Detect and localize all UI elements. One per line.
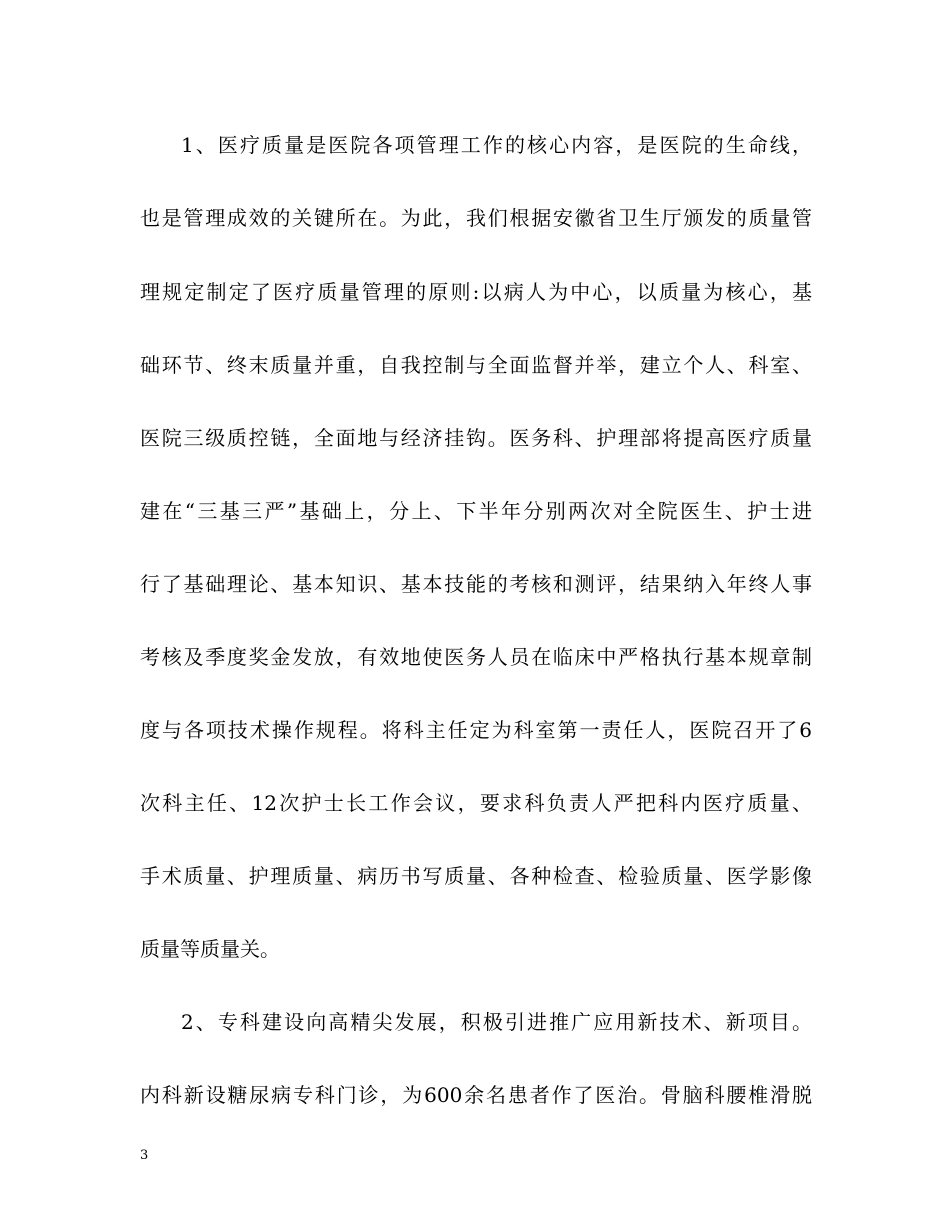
paragraph-1-line-7: 行了基础理论、基本知识、基本技能的考核和测评，结果纳入年终人事 [140, 572, 812, 596]
paragraph-1-line-6: 建在“三基三严”基础上，分上、下半年分别两次对全院医生、护士进 [140, 499, 812, 523]
paragraph-1-line-1: 1、医疗质量是医院各项管理工作的核心内容，是医院的生命线， [181, 133, 812, 157]
paragraph-1-line-5: 医院三级质控链，全面地与经济挂钩。医务科、护理部将提高医疗质量 [140, 426, 812, 450]
paragraph-1-line-12: 质量等质量关。 [140, 937, 280, 961]
paragraph-1-line-8: 考核及季度奖金发放，有效地使医务人员在临床中严格执行基本规章制 [140, 645, 812, 669]
paragraph-1-line-2: 也是管理成效的关键所在。为此，我们根据安徽省卫生厅颁发的质量管 [140, 206, 812, 230]
page-number: 3 [140, 1148, 149, 1163]
paragraph-2-line-2: 内科新设糖尿病专科门诊，为600余名患者作了医治。骨脑科腰椎滑脱 [140, 1083, 812, 1107]
paragraph-1-line-10: 次科主任、12次护士长工作会议，要求科负责人严把科内医疗质量、 [140, 791, 812, 815]
paragraph-1-line-9: 度与各项技术操作规程。将科主任定为科室第一责任人，医院召开了6 [140, 718, 812, 742]
paragraph-1-line-11: 手术质量、护理质量、病历书写质量、各种检查、检验质量、医学影像 [140, 864, 812, 888]
paragraph-2-line-1: 2、专科建设向高精尖发展，积极引进推广应用新技术、新项目。 [181, 1010, 812, 1034]
paragraph-1-line-3: 理规定制定了医疗质量管理的原则:以病人为中心，以质量为核心，基 [140, 280, 812, 304]
paragraph-1-line-4: 础环节、终末质量并重，自我控制与全面监督并举，建立个人、科室、 [140, 353, 812, 377]
